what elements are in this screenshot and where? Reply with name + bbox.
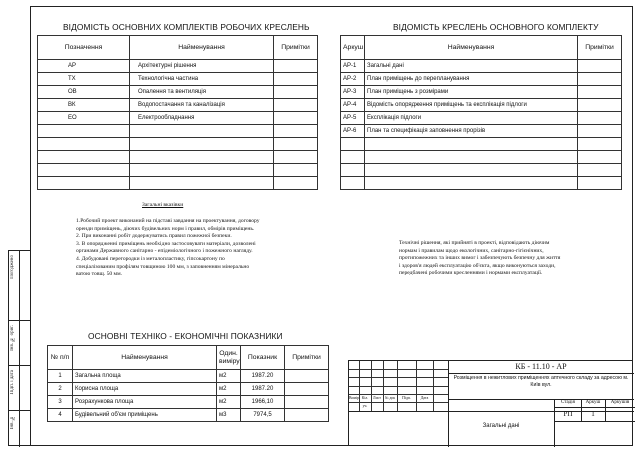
cell: АР <box>38 60 130 73</box>
indicators-header: Примітки <box>285 346 329 370</box>
col-header: Лист <box>373 396 381 400</box>
cell: м2 <box>217 370 241 383</box>
cell: Загальна площа <box>73 370 217 383</box>
indicators-header: Показник <box>241 346 285 370</box>
cell: План та специфікація заповнення прорізів <box>365 125 578 138</box>
cell: АР-5 <box>341 112 365 125</box>
table-row <box>38 112 318 125</box>
col-header: Кіл. уч. <box>361 396 369 408</box>
side-label-sign-date: Підп. і дата <box>10 370 15 395</box>
side-label-approved: Погоджено <box>10 255 15 279</box>
cell: АР-6 <box>341 125 365 138</box>
table-row <box>38 138 318 151</box>
note-line: передбачені робочими кресленнями і нормами експлуатації. <box>399 270 543 277</box>
cell: 4 <box>48 409 73 422</box>
stage-header: Аркуш <box>585 400 601 405</box>
note-line: органами Державного санітарно - епідеміологічного і пожежного нагляду. <box>76 248 253 255</box>
col-header: Вимір. <box>349 396 360 400</box>
table-row <box>38 60 318 73</box>
cell: 1966,10 <box>241 396 285 409</box>
cell: Водопостачання та каналізація <box>130 99 274 112</box>
cell: АР-2 <box>341 73 365 86</box>
drawing-code: КБ - 11.10 - АР <box>515 362 567 371</box>
table-row <box>38 151 318 164</box>
cell: ОВ <box>38 86 130 99</box>
cell: План приміщень з розмірами <box>365 86 578 99</box>
cell: Експлікація підлоги <box>365 112 578 125</box>
cell: 7974,5 <box>241 409 285 422</box>
cell: ЕО <box>38 112 130 125</box>
sheet-a-header: Примітки <box>274 36 318 60</box>
project-description: Розміщення в нежитлових приміщеннях аптечного складу за адресою м. Київ вул. <box>453 375 629 388</box>
indicators-header: Найменування <box>73 346 217 370</box>
table-row <box>341 138 622 151</box>
revision-grid <box>349 361 448 411</box>
note-line: 2. При виконанні робіт додержуватись правил пожежної безпеки. <box>76 233 232 240</box>
sheet-b-title: ВІДОМІСТЬ КРЕСЛЕНЬ ОСНОВНОГО КОМПЛЕКТУ <box>393 22 599 32</box>
table-row <box>48 396 329 409</box>
cell: 2 <box>48 383 73 396</box>
table-row <box>341 125 622 138</box>
cell: АР-3 <box>341 86 365 99</box>
table-row <box>341 112 622 125</box>
table-row <box>48 370 329 383</box>
sheet-number: 1 <box>591 410 595 418</box>
table-row <box>38 164 318 177</box>
note-line: 1.Робочий проект виконаний на підставі завдання на проектування, договору <box>76 218 260 224</box>
sheet-b-table <box>340 35 622 190</box>
note-line: і здоров'я людей експлуатацію об'єкта, якщо виконуються заходи, <box>399 262 556 269</box>
cell: Архітектурні рішення <box>130 60 274 73</box>
cell: м2 <box>217 383 241 396</box>
table-row <box>38 86 318 99</box>
cell: 1987.20 <box>241 383 285 396</box>
sheet-a-table <box>37 35 318 190</box>
side-label-inv-orig: Інв. № ориг. <box>10 325 15 351</box>
sheet-b-header: Аркуш <box>341 36 365 60</box>
table-row <box>48 383 329 396</box>
indicators-header: Один. виміру <box>217 346 241 370</box>
cell: 1 <box>48 370 73 383</box>
sheet-name: Загальні дані <box>482 423 520 429</box>
cell: Загальні дані <box>365 60 578 73</box>
cell: План приміщень до перепланування <box>365 73 578 86</box>
notes-right <box>399 240 560 278</box>
note-line: 3. В опорядженні приміщень необхідно застосовувати матеріали, дозволені <box>76 240 256 247</box>
cell: 1987.20 <box>241 370 285 383</box>
cell: Відомість опорядження приміщень та експлікація підлоги <box>365 99 578 112</box>
cell: м3 <box>217 409 241 422</box>
title-block <box>348 360 633 446</box>
stage-header: Аркушів <box>610 400 630 405</box>
sheet-b-header: Найменування <box>365 36 578 60</box>
table-row <box>38 125 318 138</box>
cell: м2 <box>217 396 241 409</box>
cell: АР-4 <box>341 99 365 112</box>
cell: Електрообладнання <box>130 112 274 125</box>
sheet-a-header: Позначення <box>38 36 130 60</box>
table-row <box>38 177 318 190</box>
cell: ТХ <box>38 73 130 86</box>
notes-heading: Загальні вказівки <box>142 202 184 208</box>
stage-box <box>554 399 635 447</box>
cell: ВК <box>38 99 130 112</box>
sheet-a-header: Найменування <box>130 36 274 60</box>
indicators-title: ОСНОВНІ ТЕХНІКО - ЕКОНОМІЧНІ ПОКАЗНИКИ <box>88 331 283 341</box>
stage-value: РП <box>563 410 573 418</box>
table-row <box>341 164 622 177</box>
cell: Опалення та вентиляція <box>130 86 274 99</box>
note-line: нормам і правилам щодо екологічних, санітарно-гігієнічних, <box>399 247 544 254</box>
indicators-table <box>47 345 329 422</box>
sheet-b-header: Примітки <box>578 36 622 60</box>
cell: АР-1 <box>341 60 365 73</box>
table-row <box>341 60 622 73</box>
col-header: Підп. <box>402 396 411 400</box>
cell: Будівельний об'єм приміщень <box>73 409 217 422</box>
table-row <box>341 99 622 112</box>
note-line: оренди приміщень, діючих будівельних норм і правил, обмірів приміщень. <box>76 225 255 232</box>
note-line: Технічні рішення, які прийняті в проекті, відповідають діючим <box>399 240 550 246</box>
side-strip <box>8 250 30 446</box>
indicators-header: № п/п <box>48 346 73 370</box>
note-line: протипожежних та інших вимог і забезпечують безпечну для життя <box>399 255 561 262</box>
col-header: № док <box>384 396 396 400</box>
table-row <box>48 409 329 422</box>
cell: 3 <box>48 396 73 409</box>
notes-left <box>76 218 260 279</box>
note-line: ватою товщ. 50 мм. <box>76 271 123 278</box>
cell: Корисна площа <box>73 383 217 396</box>
side-label-inv: Інв. № <box>10 415 15 430</box>
stage-header: Стадія <box>561 400 575 405</box>
cell: Розрахункова площа <box>73 396 217 409</box>
table-row <box>341 151 622 164</box>
sheet-a-title: ВІДОМІСТЬ ОСНОВНИХ КОМПЛЕКТІВ РОБОЧИХ КРЕСЛЕНЬ <box>63 22 310 32</box>
table-row <box>341 73 622 86</box>
table-row <box>38 73 318 86</box>
table-row <box>341 177 622 190</box>
note-line: 4. Добудовані перегородки із металопластику, гіпсокартону по <box>76 255 225 262</box>
table-row <box>38 99 318 112</box>
note-line: спеціалізованим профілям товщиною 100 мм, з заповненням мінерально <box>76 263 250 270</box>
cell: Технологічна частина <box>130 73 274 86</box>
col-header: Дата <box>420 396 429 400</box>
revision-header-row <box>349 394 448 408</box>
table-row <box>341 86 622 99</box>
